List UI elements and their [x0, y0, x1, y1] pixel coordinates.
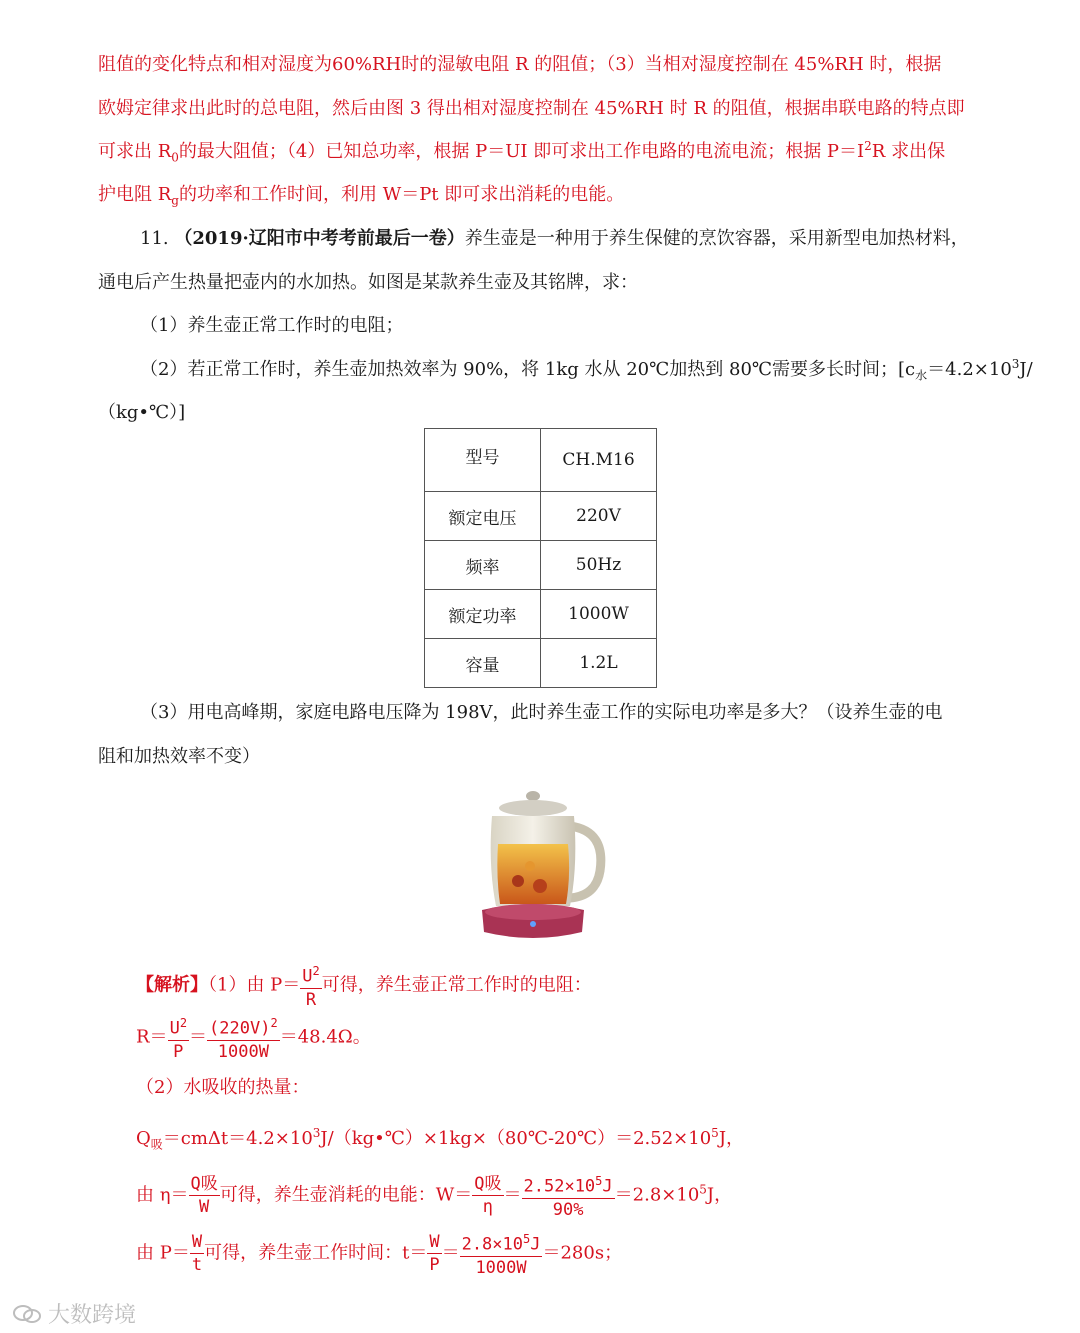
fraction: $\frac{(220V)^2}{1000W}$ [207, 1012, 280, 1063]
solution-step-6: 由 P＝ $\frac{W}{t}$ 可得，养生壶工作时间：t＝ $\frac{W}{P}$ ＝ $\frac{2.8\times 10^5J}{1000W}$ ＝280s； [136, 1228, 622, 1279]
question-part-3: （3）用电高峰期，家庭电路电压降为 198V，此时养生壶工作的实际电功率是多大？（设养生壶的电 [140, 702, 943, 723]
fraction: $\frac{U^2}{R}$ [300, 960, 321, 1011]
fraction: $\frac{\text{Q吸}}{W}$ [190, 1173, 218, 1217]
solution-step-3: （2）水吸收的热量： [136, 1077, 310, 1098]
question-part-1: （1）养生壶正常工作时的电阻； [140, 315, 404, 336]
table-value: CH.M16 [541, 429, 657, 492]
solution-tag: 【解析】 [136, 974, 208, 996]
table-label: 额定电压 [425, 492, 541, 541]
question-line-1: 11. （2019·辽阳市中考考前最后一卷）养生壶是一种用于养生保健的烹饮容器，采用新型电加热材料， [140, 228, 969, 249]
question-part-2: （2）若正常工作时，养生壶加热效率为 90%，将 1kg 水从 20℃加热到 80℃需要多长时间；[$c_水=4.2\times 10^3J/$ [140, 357, 1033, 383]
table-row [425, 590, 657, 639]
fraction: $\frac{2.8\times 10^5J}{1000W}$ [460, 1228, 543, 1279]
wechat-logo-icon [12, 1303, 42, 1325]
fraction: $\frac{2.52\times 10^5J}{90\%}$ [522, 1170, 615, 1221]
table-row [425, 639, 657, 688]
solution-step-5: 由 η＝ $\frac{\text{Q吸}}{W}$ 可得，养生壶消耗的电能：W＝ $\frac{\text{Q吸}}{\eta}$ ＝ $\frac{2.52\times 10^5J}{90\%}$ $=2.8\times 10^5J$， [136, 1170, 732, 1221]
question-part-2-cont: （kg•℃）] [98, 402, 186, 423]
question-line-2: 通电后产生热量把壶内的水加热。如图是某款养生壶及其铭牌，求： [98, 272, 638, 293]
intro-line-1: 阻值的变化特点和相对湿度为60%RH时的湿敏电阻 R 的阻值；（3）当相对湿度控制在 45%RH 时，根据 [98, 54, 942, 75]
table-row [425, 429, 657, 492]
intro-line-3: 可求出 $R_0$的最大阻值；（4）已知总功率，根据 P＝UI 即可求出工作电路的电流电流；根据 $P=I^2R$ 求出保 [98, 139, 946, 165]
intro-line-2: 欧姆定律求出此时的总电阻，然后由图 3 得出相对湿度控制在 45%RH 时 R 的阻值，根据串联电路的特点即 [98, 98, 965, 119]
kettle-image [478, 786, 608, 941]
nameplate-table [424, 428, 657, 688]
table-row [425, 492, 657, 541]
question-number: 11. [140, 228, 169, 249]
fraction: $\frac{W}{P}$ [429, 1231, 440, 1275]
table-value: 220V [541, 492, 657, 541]
table-value: 1000W [541, 590, 657, 639]
question-source: （2019·辽阳市中考考前最后一卷） [174, 228, 465, 249]
table-label: 频率 [425, 541, 541, 590]
table-label: 容量 [425, 639, 541, 688]
watermark [12, 1298, 136, 1329]
solution-step-1: 【解析】（1）由 P＝ $\frac{U^2}{R}$ 可得，养生壶正常工作时的电阻： [136, 960, 592, 1011]
solution-step-4: $Q_吸=cm\Delta t=4.2\times 10^3J/(kg•℃)\times 1kg\times(80℃-20℃)=2.52\times 10^5J$， [136, 1126, 745, 1152]
table-label: 额定功率 [425, 590, 541, 639]
watermark-text: 大数跨境 [48, 1303, 137, 1328]
fraction: $\frac{\text{Q吸}}{\eta}$ [474, 1173, 502, 1217]
fraction: $\frac{W}{t}$ [191, 1231, 203, 1275]
question-part-3-cont: 阻和加热效率不变） [98, 746, 260, 767]
table-value: 1.2L [541, 639, 657, 688]
table-row [425, 541, 657, 590]
table-label: 型号 [425, 429, 541, 492]
table-value: 50Hz [541, 541, 657, 590]
intro-line-4: 护电阻 $R_g$的功率和工作时间，利用 W＝Pt 即可求出消耗的电能。 [98, 184, 625, 208]
solution-step-2: R＝ $\frac{U^2}{P}$ ＝ $\frac{(220V)^2}{1000W}$ ＝48.4Ω。 [136, 1012, 371, 1063]
fraction: $\frac{U^2}{P}$ [168, 1012, 189, 1063]
